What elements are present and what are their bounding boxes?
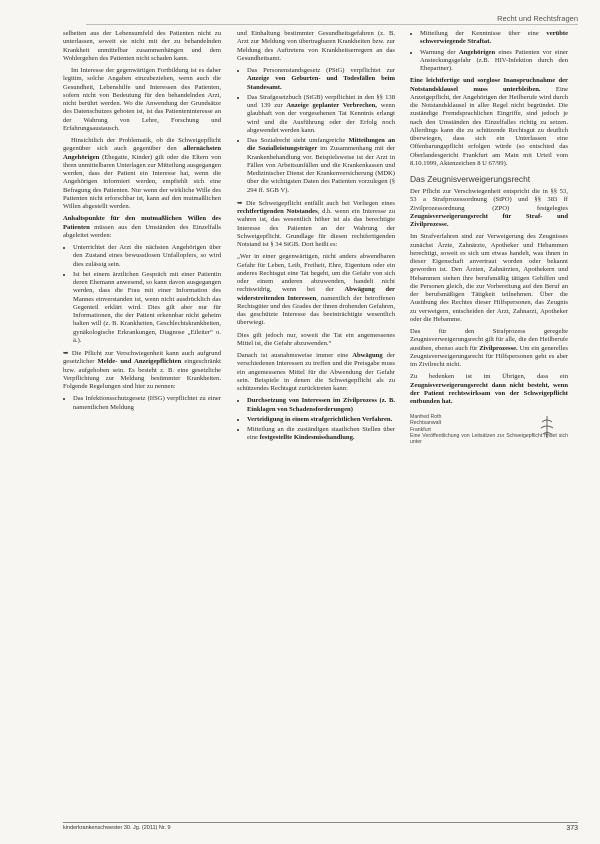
list-item: • Ist bei einem ärztlichen Gespräch mit einer Patientin deren Ehemann anwesend, so kann davon ausgegangen werden, dass die Frau mit einer Information des Mannes einverstanden ist, wenn nicht ausdrücklich das Gegenteil erklärt wird. Dies gilt aber nur für Informationen, die der Patient erkennbar nicht geheim halten will (z. B. Krankheiten, Geschlechtskrankheiten, gynäkologische Erkrankungen, Diagnose „Eileiter“ o. ä.). xyxy=(73,271,221,345)
paragraph: Im Strafverfahren sind zur Verweigerung des Zeugnisses zunächst Ärzte, Zahnärzte, Apotheker und Hebammen berechtigt, soweit es sich um etwas handelt, was ihnen in dieser Eigenschaft anvertraut worden oder bekannt geworden ist. Den Ärzten, Zahnärzten, Apothekern und Hebammen stehen ihre berufsmäßig tätigen Gehilfen und die Personen gleich, die zur Vorbereitung auf den Beruf an der berufsmäßigen Tätigkeit teilnehmen. Über die Ausübung des Rechtes dieser Hilfspersonen, das Zeugnis zu verweigern, entscheiden der Arzt, Zahnarzt, Apotheker oder die Hebamme. xyxy=(410,233,568,323)
list-item: • Das Strafgesetzbuch (StGB) verpflichtet in den §§ 138 und 139 zur Anzeige geplanter Verbrechen, wenn glaubhaft von der vorgesehenen Tat Kenntnis erlangt wird und die Ausführung oder der Erfolg noch abgewendet werden kann. xyxy=(247,94,395,135)
bold-term: Melde- und Anzeigepflichten xyxy=(97,358,182,366)
bold-term: rechtfertigenden Notstandes xyxy=(237,208,318,215)
author-block xyxy=(410,414,568,445)
bold-term: Zeugnisverweigerungsrecht für Straf- und Zivilprozesse. xyxy=(410,212,568,228)
bold-term: Eine leichtfertige und sorglose Inanspruchnahme der Notstandsklausel muss unterbleiben. xyxy=(410,77,568,93)
paragraph: ➥ Die Schweigepflicht entfällt auch bei Vorliegen eines rechtfertigenden Notstandes, d.h. wenn ein Interesse zu wahren ist, das wesentlich höher ist als das berechtigte Interesse des Patienten an der Wahrung der Schweigepflicht. Grundlage für diesen rechtfertigenden Notstand ist § 34 StGB. Dort heißt es: xyxy=(237,198,395,248)
bold-term: allernächsten Angehörigen xyxy=(63,145,221,161)
bold-term: Zeugnisverweigerungsrecht dann nicht besteht, wenn der Patient rechtswirksam von der Schweigepflicht entbunden hat. xyxy=(410,381,568,405)
author-role: Rechtsanwalt xyxy=(410,420,442,427)
paragraph: Dies gilt jedoch nur, soweit die Tat ein angemessenes Mittel ist, die Gefahr abzuwenden.“ xyxy=(237,331,395,347)
page-number: 373 xyxy=(566,825,578,832)
list-item: • Verteidigung in einem strafgerichtlichen Verfahren. xyxy=(247,416,395,424)
paragraph: ➥ Die Pflicht zur Verschwiegenheit kann auch aufgrund gesetzlicher Melde- und Anzeigepflichten eingeschränkt bzw. aufgehoben sein. Es besteht z. B. eine gesetzliche Verpflichtung zur Meldung bestimmter Krankheiten. Folgende Regelungen sind hier zu nennen: xyxy=(63,349,222,390)
column-left xyxy=(63,30,221,416)
author-note: Eine Veröffentlichung von Leitsätzen zur Schweigepflicht findet sich unter xyxy=(410,432,568,446)
list-item: • Das Sozialrecht sieht umfangreiche Mitteilungen an die Sozialleistungsträger im Zusammenhang mit der Krankenbehandlung vor. Beispielsweise ist der Arzt in Fällen von Arbeitsunfällen und die Krankenkassen und Medizinischer Dienst der Krankenversicherung (MDK) über die wichtigsten Daten des Patienten vorzulegen (§ 294 ff. SGB V). xyxy=(247,137,395,195)
list-item: • Mitteilung an die zuständigen staatlichen Stellen über eine festgestellte Kindesmisshandlung. xyxy=(247,426,395,443)
section-heading: Das Zeugnisverweigerungsrecht xyxy=(410,174,531,184)
bullet-list xyxy=(237,67,395,195)
paragraph: Das für den Strafprozess geregelte Zeugnisverweigerungsrecht gilt für alle, die den Heilberufe ausüben, ebenso auch für Zivilprozesse. Um ein generelles Zeugnisverweigerungsrecht für Hilfspersonen geht es aber im Zivilrecht nicht. xyxy=(410,328,568,368)
arrow-marker-icon: ➥ xyxy=(237,198,246,207)
bold-term: Zivilprozesse. xyxy=(479,344,518,352)
paragraph: selbeiten aus der Lebensumfeld des Patienten nicht zu unterlassen, soweit sie nicht mit der zu behandelnden Krankheit unmittelbar zusammenhängen und dem Wohlergehen des Patienten nicht schaden kann. xyxy=(63,30,221,62)
paragraph: Eine leichtfertige und sorglose Inanspruchnahme der Notstandsklausel muss unterbleiben. Eine Anzeigepflicht, der Angehörigen der Heilberufe wird durch die Notstandsklausel in aller Regel nicht begründet. Die zuständige Fremdsprachlichen Eingriffe, sind jedoch je nach den Umständen des Einzelfalles richtig zu setzen. Allerdings kann die zu schützende Rechtsgut zu deutlich überwiegen, dass sich ein Unterlassen eine Offenbarungspflicht erfolgen würde (so entschied das Oberlandesgericht Frankfurt am Main mit Urteil vom 8.10.1999, Aktenzeichen 8 U 67/99). xyxy=(410,77,569,167)
list-item: • Durchsetzung von Interessen im Zivilprozess (z. B. Einklagen von Schadensforderungen) xyxy=(247,397,395,414)
footer-rule xyxy=(63,822,578,823)
publisher-logo-icon xyxy=(536,414,558,440)
bullet-list xyxy=(63,395,221,412)
paragraph: Zu bedenken ist im Übrigen, dass ein Zeugnisverweigerungsrecht dann nicht besteht, wenn der Patient rechtswirksam von der Schweigepflicht entbunden hat. xyxy=(410,373,568,405)
running-head: Recht und Rechtsfragen xyxy=(497,14,578,23)
quote: „Wer in einer gegenwärtigen, nicht anders abwendbaren Gefahr für Leben, Leib, Freiheit, Ehre, Eigentum oder ein anderes Rechtsgut eine Tat begeht, um die Gefahr von sich oder einem anderen abzuwenden, handelt nicht rechtswidrig, wenn bei der Abwägung der widerstreitenden Interessen, namentlich der betroffenen Rechtsgüter und des Grades der ihnen drohenden Gefahren, das geschützte Interesse das beeinträchtigte wesentlich überwiegt. xyxy=(237,253,395,327)
paragraph: Der Pflicht zur Verschwiegenheit entspricht die in §§ 53, 53 a Strafprozessordnung (StPO) und §§ 383 ff Zivilprozessordnung (ZPO) festgelegtes Zeugnisverweigerungsrecht für Straf- und Zivilprozesse. xyxy=(410,188,568,228)
list-item: • Unterrichtet der Arzt die nächsten Angehörigen über den Zustand eines bewusstlosen Unfallopfers, so wird dies zulässig sein. xyxy=(73,244,221,269)
list-item: • Das Infektionsschutzgesetz (IfSG) verpflichtet zu einer namentlichen Meldung xyxy=(73,395,221,412)
journal-citation: kinderkrankenschwester 30. Jg. (2011) Nr. 9 xyxy=(63,825,171,831)
header-rule xyxy=(86,24,578,25)
arrow-marker-icon: ➥ xyxy=(63,349,72,357)
author-city: Frankfurt xyxy=(410,426,431,433)
bullet-list xyxy=(410,30,568,73)
list-item: • Mitteilung der Kenntnisse über eine verübte schwerwiegende Straftat. xyxy=(420,30,568,47)
paragraph: Anhaltspunkte für den mutmaßlichen Willen des Patienten müssen aus den Umständen des Einzelfalls abgeleitet werden: xyxy=(63,215,221,239)
bold-term: Abwägung xyxy=(352,352,383,359)
bullet-list xyxy=(63,244,221,345)
paragraph: und Einhaltung bestimmter Gesundheitsgefahren (z. B. Arzt zur Meldung von übertragbaren Krankheiten bzw. zur Meldung des Auftretens von Krankheitserregern an das Gesundheitsamt. xyxy=(237,30,395,62)
list-item: • Das Personenstandsgesetz (PStG) verpflichtet zur Anzeige von Geburten- und Todesfällen beim Standesamt. xyxy=(247,67,395,92)
author-name: Manfred Roth xyxy=(410,414,442,421)
paragraph: Hinsichtlich der Problematik, ob die Schweigepflicht gegenüber sich auch gegenüber den allernächsten Angehörigen (Ehegatte, Kinder) gilt oder die Eltern von ihren unmittelbaren Unterlagen zur Mitteilung ausgegangen werden, dass der Patient ein Interesse hat, wenn die Angehörigen informiert werden, empfiehlt sich eine Befragung des Patienten. Nur wenn der wirkliche Wille des Patienten nicht erforschbar ist, kann auf den mutmaßlichen Willen abgestellt werden. xyxy=(63,137,222,210)
bold-term: Abwägung der widerstreitenden Interessen xyxy=(237,286,395,302)
bullet-list xyxy=(237,397,395,442)
bold-term: Anhaltspunkte für den mutmaßlichen Willen des Patienten xyxy=(63,215,221,231)
column-right xyxy=(410,30,568,445)
list-item: • Warnung der Angehörigen eines Patienten vor einer Ansteckungsgefahr (z.B. HIV-Infektion durch den Ehepartner). xyxy=(420,49,568,74)
column-middle xyxy=(237,30,395,447)
paragraph: Im Interesse der gegenwärtigen Fortbildung ist es daher legitim, solche Angaben einzubeziehen, wenn auch die Gesundheit, Lebenshilfe und Interessen des Patienten, sofern nicht von Bedeutung für den behandelnden Arzt, nicht berührt werden. Wo die Anwendung der Grundsätze des Datenschutzes geboten ist, ist das Patienteninteresse an der Wahrung von Lehre, Forschung und Erfahrungsaustausch. xyxy=(63,67,221,132)
paragraph: Danach ist ausnahmsweise immer eine Abwägung der verschiedenen Interessen zu treffen und die Preisgabe muss ein angemessenes Mittel für die Abwendung der Gefahr sein. Beispiele in denen die Schweigepflicht als zu schützendes Rechtsgut zurücktreten kann: xyxy=(237,352,395,392)
